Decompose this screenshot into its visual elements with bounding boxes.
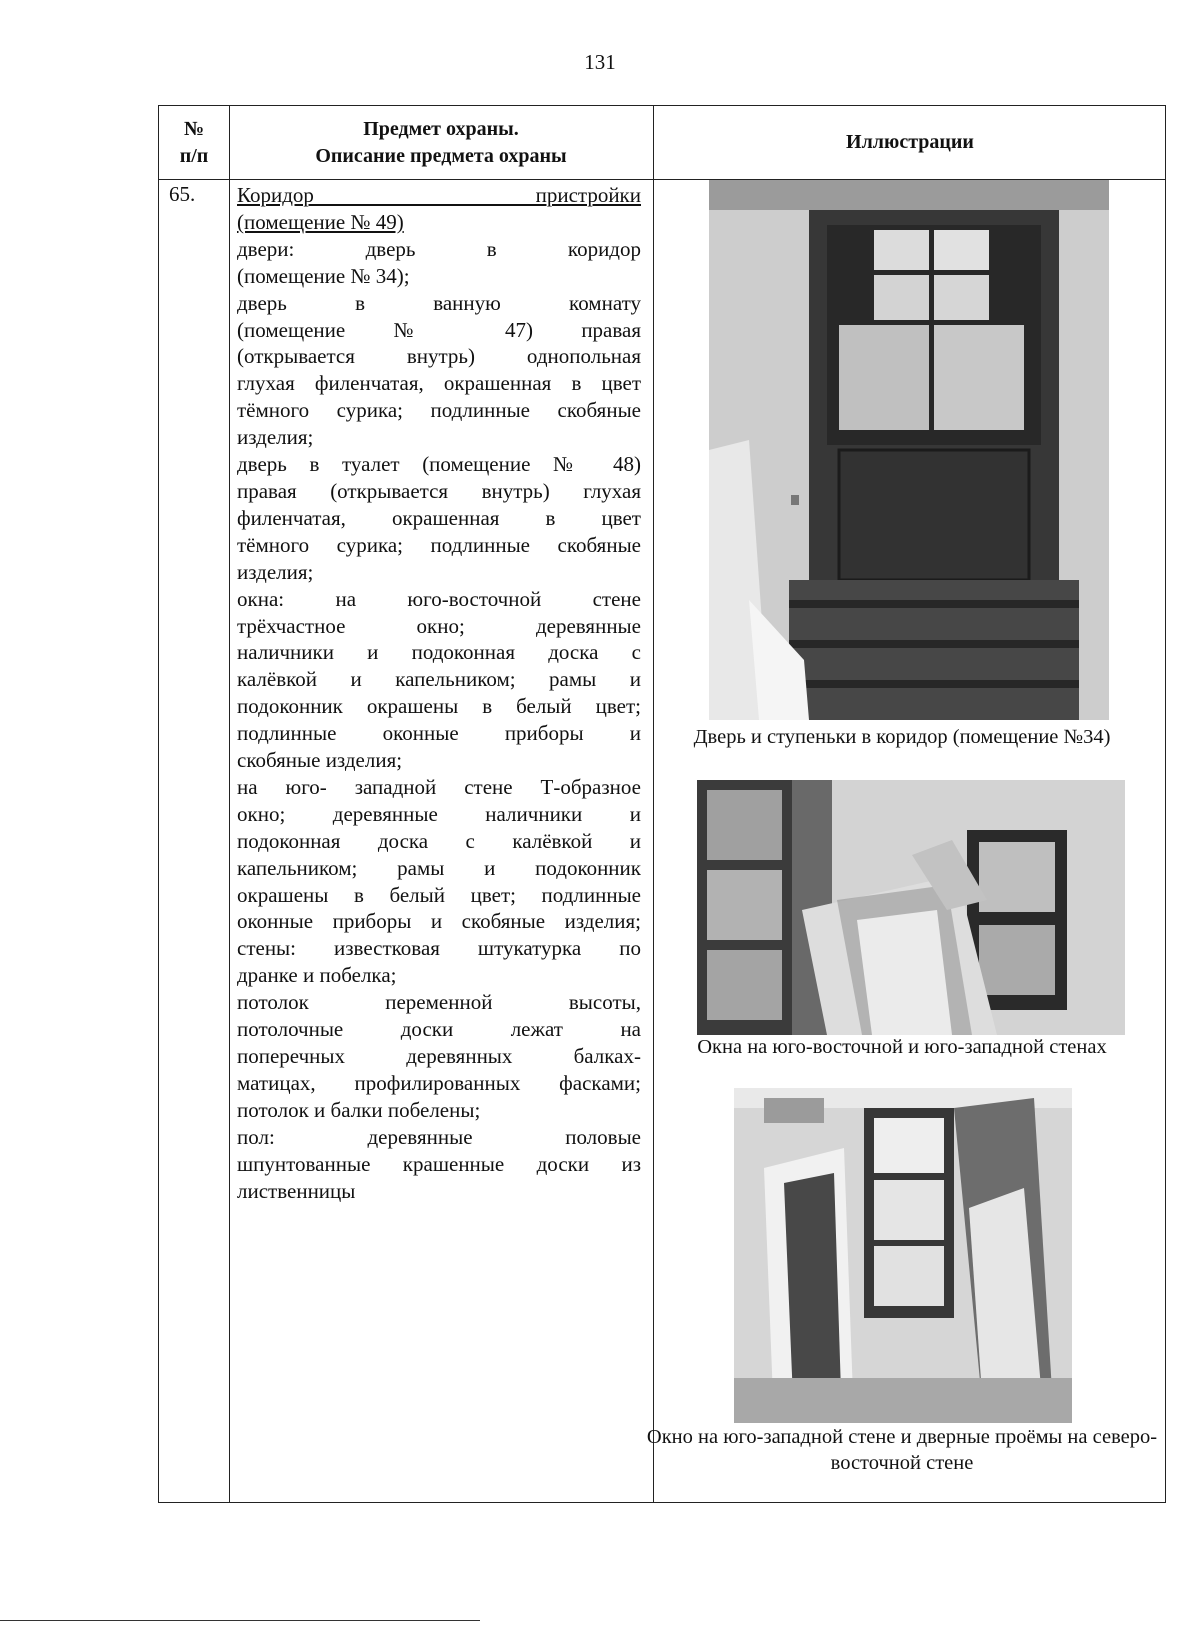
desc-line: потолок переменной высоты, <box>237 990 641 1015</box>
desc-line: (помещение № 34); <box>237 263 410 288</box>
header-subject <box>229 106 653 179</box>
header-number-line2: п/п <box>179 144 209 167</box>
caption-windows: Окна на юго-восточной и юго-западной стенах <box>697 1036 1107 1058</box>
desc-line: дверь в туалет (помещение № 48) <box>237 452 641 477</box>
header-subject-line1: Предмет охраны. <box>363 117 519 140</box>
desc-line: дранке и побелка; <box>237 963 397 988</box>
caption-window-and-doorways: Окно на юго-западной стене и дверные проёмы на северо-восточной стене <box>646 1426 1158 1474</box>
desc-line: подоконная доска с калёвкой и <box>237 828 641 853</box>
desc-line: скобяные изделия; <box>237 748 403 773</box>
desc-line: потолочные доски лежат на <box>237 1017 641 1042</box>
desc-line: окрашены в белый цвет; подлинные <box>237 882 641 907</box>
row-description <box>237 182 641 1204</box>
column-divider <box>653 106 654 1502</box>
desc-line: трёхчастное окно; деревянные <box>237 613 641 638</box>
desc-line: подоконник окрашены в белый цвет; <box>237 694 641 719</box>
desc-line: тёмного сурика; подлинные скобяные <box>237 398 641 423</box>
photo-windows <box>697 780 1125 1035</box>
desc-line: на юго- западной стене Т-образное <box>237 774 641 799</box>
desc-line: глухая филенчатая, окрашенная в цвет <box>237 371 641 396</box>
desc-line: окна: на юго-восточной стене <box>237 586 641 611</box>
heritage-table <box>158 105 1166 1503</box>
desc-line: (помещение № 47) правая <box>237 317 641 342</box>
header-illustrations-label: Иллюстрации <box>846 131 974 153</box>
photo-window-and-doorways <box>734 1088 1072 1423</box>
header-illustrations <box>653 106 1167 179</box>
desc-line: подлинные оконные приборы и <box>237 721 641 746</box>
desc-line: лиственницы <box>237 1178 356 1203</box>
desc-line: стены: известковая штукатурка по <box>237 936 641 961</box>
desc-line: (помещение № 49) <box>237 209 404 234</box>
desc-line: оконные приборы и скобяные изделия; <box>237 909 641 934</box>
desc-line: изделия; <box>237 559 314 584</box>
caption-door-and-steps: Дверь и ступеньки в коридор (помещение №34) <box>693 726 1111 748</box>
desc-line: матицах, профилированных фасками; <box>237 1070 641 1095</box>
desc-line: поперечных деревянных балках- <box>237 1044 641 1068</box>
desc-line: пол: деревянные половые <box>237 1124 641 1149</box>
page-number: 131 <box>584 50 616 74</box>
desc-line: филенчатая, окрашенная в цвет <box>237 505 641 530</box>
header-number <box>159 106 229 179</box>
desc-line: калёвкой и капельником; рамы и <box>237 667 641 692</box>
desc-line: потолок и балки побелены; <box>237 1097 481 1122</box>
photo-door-and-steps <box>709 180 1109 720</box>
column-divider <box>229 106 230 1502</box>
header-number-line1: № <box>183 117 205 140</box>
header-subject-line2: Описание предмета охраны <box>315 144 567 167</box>
desc-line: Коридор пристройки <box>237 183 641 207</box>
desc-line: тёмного сурика; подлинные скобяные <box>237 532 641 557</box>
desc-line: капельником; рамы и подоконник <box>237 855 641 880</box>
desc-line: дверь в ванную комнату <box>237 290 641 315</box>
desc-line: (открывается внутрь) однопольная <box>237 344 641 369</box>
desc-line: наличники и подоконная доска с <box>237 640 641 665</box>
desc-line: изделия; <box>237 425 314 450</box>
desc-line: правая (открывается внутрь) глухая <box>237 478 641 503</box>
desc-line: шпунтованные крашенные доски из <box>237 1151 641 1176</box>
desc-line: двери: дверь в коридор <box>237 236 641 261</box>
row-number: 65. <box>169 182 196 206</box>
page-bottom-rule <box>0 1620 480 1621</box>
desc-line: окно; деревянные наличники и <box>237 801 641 826</box>
